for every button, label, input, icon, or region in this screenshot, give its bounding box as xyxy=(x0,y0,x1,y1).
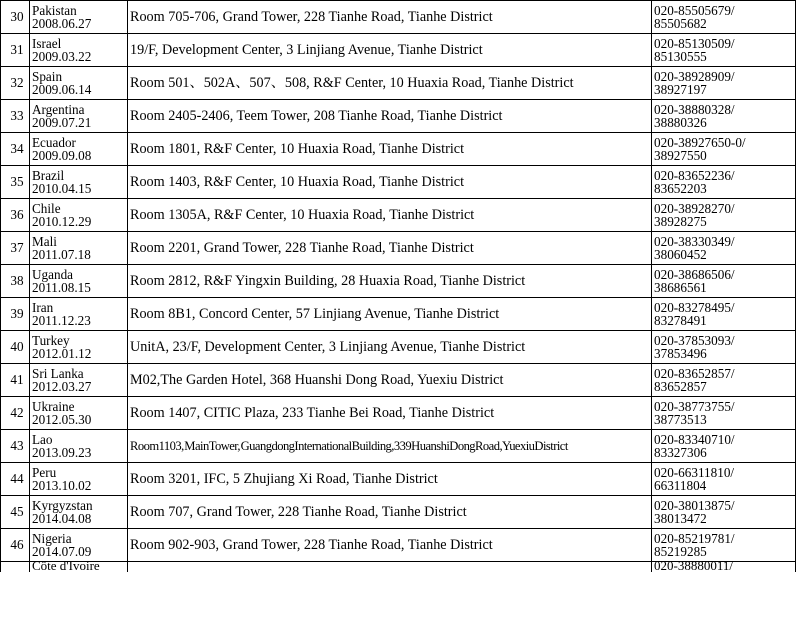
phone-secondary: 38927550 xyxy=(654,148,707,163)
table-row xyxy=(1,133,796,166)
phone-secondary: 38060452 xyxy=(654,247,707,262)
establish-date: 2014.07.09 xyxy=(32,544,92,559)
row-number: 30 xyxy=(1,1,30,34)
phone-cell xyxy=(652,1,796,34)
address-cell: Room 8B1, Concord Center, 57 Linjiang Avenue, Tianhe District xyxy=(128,298,652,331)
phone-secondary: 37853496 xyxy=(654,346,707,361)
establish-date: 2011.12.23 xyxy=(32,313,91,328)
establish-date: 2009.06.14 xyxy=(32,82,92,97)
phone-cell xyxy=(652,232,796,265)
phone-secondary: 85505682 xyxy=(654,16,707,31)
establish-date: 2012.01.12 xyxy=(32,346,92,361)
phone-primary: 020-85505679/ xyxy=(654,3,735,18)
phone-secondary: 66311804 xyxy=(654,478,707,493)
table-row xyxy=(1,529,796,562)
table-row xyxy=(1,232,796,265)
establish-date: 2010.12.29 xyxy=(32,214,92,229)
table-row xyxy=(1,166,796,199)
table-body xyxy=(1,1,796,572)
row-number: 43 xyxy=(1,430,30,463)
phone-cell xyxy=(652,166,796,199)
country-name: Ukraine xyxy=(32,399,75,414)
address-cell: Room 1305A, R&F Center, 10 Huaxia Road, Tianhe District xyxy=(128,199,652,232)
table-row xyxy=(1,430,796,463)
table-row xyxy=(1,331,796,364)
country-cell xyxy=(30,34,128,67)
table-row xyxy=(1,496,796,529)
establish-date: 2012.03.27 xyxy=(32,379,92,394)
country-cell xyxy=(30,463,128,496)
phone-primary: 020-38880328/ xyxy=(654,102,735,117)
address-cell: Room1103, MainTower, GuangdongInternationalBuilding,339HuanshiDongRoad,YuexiuDistrict xyxy=(128,430,652,463)
phone-secondary: 38928275 xyxy=(654,214,707,229)
country-cell xyxy=(30,265,128,298)
address-cell: M02,The Garden Hotel, 368 Huanshi Dong Road, Yuexiu District xyxy=(128,364,652,397)
table-row xyxy=(1,100,796,133)
table-row xyxy=(1,199,796,232)
phone-secondary: 38880326 xyxy=(654,115,707,130)
country-name: Brazil xyxy=(32,168,65,183)
row-number: 40 xyxy=(1,331,30,364)
establish-date: 2014.04.08 xyxy=(32,511,92,526)
row-number xyxy=(1,562,30,572)
address-cell: Room 1801, R&F Center, 10 Huaxia Road, Tianhe District xyxy=(128,133,652,166)
phone-secondary: 38773513 xyxy=(654,412,707,427)
phone-cell xyxy=(652,557,796,573)
phone-cell xyxy=(652,265,796,298)
row-number: 46 xyxy=(1,529,30,562)
address-cell: Room 707, Grand Tower, 228 Tianhe Road, Tianhe District xyxy=(128,496,652,529)
address-cell xyxy=(128,562,652,572)
country-name: Iran xyxy=(32,300,54,315)
table-row-partial xyxy=(1,562,796,572)
phone-cell xyxy=(652,100,796,133)
establish-date: 2009.03.22 xyxy=(32,49,92,64)
country-name: Ecuador xyxy=(32,135,76,150)
phone-cell xyxy=(652,496,796,529)
row-number: 32 xyxy=(1,67,30,100)
country-cell xyxy=(30,67,128,100)
row-number: 37 xyxy=(1,232,30,265)
establish-date: 2008.06.27 xyxy=(32,16,92,31)
country-name: Pakistan xyxy=(32,3,77,18)
establish-date: 2013.09.23 xyxy=(32,445,92,460)
row-number: 31 xyxy=(1,34,30,67)
country-name-cut-off: Côte d'Ivoire xyxy=(32,557,100,573)
address-cell: Room 501、502A、507、508, R&F Center, 10 Huaxia Road, Tianhe District xyxy=(128,67,652,100)
establish-date: 2011.08.15 xyxy=(32,280,91,295)
country-name: Turkey xyxy=(32,333,70,348)
country-name: Spain xyxy=(32,69,63,84)
country-cell xyxy=(30,199,128,232)
country-cell xyxy=(30,430,128,463)
phone-cell xyxy=(652,397,796,430)
phone-secondary: 83278491 xyxy=(654,313,707,328)
row-number: 44 xyxy=(1,463,30,496)
phone-cell xyxy=(652,298,796,331)
country-name: Peru xyxy=(32,465,57,480)
phone-cell xyxy=(652,133,796,166)
row-number: 39 xyxy=(1,298,30,331)
establish-date: 2013.10.02 xyxy=(32,478,92,493)
establish-date: 2012.05.30 xyxy=(32,412,92,427)
table-row xyxy=(1,397,796,430)
row-number: 36 xyxy=(1,199,30,232)
address-cell: UnitA, 23/F, Development Center, 3 Linjiang Avenue, Tianhe District xyxy=(128,331,652,364)
phone-primary-cut-off: 020-38880011/ xyxy=(654,557,733,573)
phone-primary: 020-38686506/ xyxy=(654,267,735,282)
phone-primary: 020-38773755/ xyxy=(654,399,735,414)
phone-secondary: 38013472 xyxy=(654,511,707,526)
phone-cell xyxy=(652,331,796,364)
phone-primary: 020-83652857/ xyxy=(654,366,735,381)
phone-primary: 020-38013875/ xyxy=(654,498,735,513)
country-cell xyxy=(30,100,128,133)
address-cell: Room 2201, Grand Tower, 228 Tianhe Road, Tianhe District xyxy=(128,232,652,265)
row-number: 42 xyxy=(1,397,30,430)
establish-date: 2010.04.15 xyxy=(32,181,92,196)
row-number: 34 xyxy=(1,133,30,166)
establish-date: 2009.07.21 xyxy=(32,115,92,130)
phone-primary: 020-38927650-0/ xyxy=(654,135,746,150)
phone-primary: 020-37853093/ xyxy=(654,333,735,348)
country-name: Kyrgyzstan xyxy=(32,498,93,513)
country-cell xyxy=(30,166,128,199)
phone-primary: 020-38928270/ xyxy=(654,201,735,216)
phone-cell xyxy=(652,529,796,562)
phone-primary: 020-38330349/ xyxy=(654,234,735,249)
country-cell xyxy=(30,496,128,529)
phone-primary: 020-83278495/ xyxy=(654,300,735,315)
phone-primary: 020-85219781/ xyxy=(654,531,735,546)
phone-cell xyxy=(652,34,796,67)
phone-primary: 020-85130509/ xyxy=(654,36,735,51)
address-cell: Room 1403, R&F Center, 10 Huaxia Road, Tianhe District xyxy=(128,166,652,199)
country-cell xyxy=(30,364,128,397)
phone-secondary: 38927197 xyxy=(654,82,707,97)
phone-secondary: 38686561 xyxy=(654,280,707,295)
address-cell: Room 2812, R&F Yingxin Building, 28 Huaxia Road, Tianhe District xyxy=(128,265,652,298)
table-row xyxy=(1,67,796,100)
country-name: Israel xyxy=(32,36,62,51)
country-cell xyxy=(30,298,128,331)
table-row xyxy=(1,364,796,397)
phone-cell xyxy=(652,67,796,100)
establish-date: 2009.09.08 xyxy=(32,148,92,163)
table-row xyxy=(1,463,796,496)
table-row xyxy=(1,34,796,67)
phone-secondary: 85130555 xyxy=(654,49,707,64)
country-name: Mali xyxy=(32,234,57,249)
table-row xyxy=(1,265,796,298)
country-name: Uganda xyxy=(32,267,74,282)
phone-secondary: 83327306 xyxy=(654,445,707,460)
phone-secondary: 83652203 xyxy=(654,181,707,196)
row-number: 33 xyxy=(1,100,30,133)
address-cell: Room 705-706, Grand Tower, 228 Tianhe Road, Tianhe District xyxy=(128,1,652,34)
country-cell xyxy=(30,397,128,430)
row-number: 41 xyxy=(1,364,30,397)
phone-cell xyxy=(652,199,796,232)
country-name: Lao xyxy=(32,432,53,447)
phone-secondary: 83652857 xyxy=(654,379,707,394)
country-cell xyxy=(30,1,128,34)
row-number: 35 xyxy=(1,166,30,199)
establish-date: 2011.07.18 xyxy=(32,247,91,262)
row-number: 45 xyxy=(1,496,30,529)
country-cell xyxy=(30,232,128,265)
country-cell xyxy=(30,331,128,364)
phone-primary: 020-38928909/ xyxy=(654,69,735,84)
country-name: Argentina xyxy=(32,102,85,117)
phone-cell xyxy=(652,430,796,463)
phone-primary: 020-66311810/ xyxy=(654,465,735,480)
address-cell: Room 3201, IFC, 5 Zhujiang Xi Road, Tianhe District xyxy=(128,463,652,496)
country-name: Nigeria xyxy=(32,531,72,546)
phone-primary: 020-83340710/ xyxy=(654,432,735,447)
phone-cell xyxy=(652,364,796,397)
table-row xyxy=(1,298,796,331)
address-cell: Room 902-903, Grand Tower, 228 Tianhe Road, Tianhe District xyxy=(128,529,652,562)
table-row xyxy=(1,1,796,34)
row-number: 38 xyxy=(1,265,30,298)
country-cell xyxy=(30,557,128,573)
country-name: Chile xyxy=(32,201,61,216)
address-cell: Room 2405-2406, Teem Tower, 208 Tianhe Road, Tianhe District xyxy=(128,100,652,133)
phone-secondary: 85219285 xyxy=(654,544,707,559)
address-cell: 19/F, Development Center, 3 Linjiang Avenue, Tianhe District xyxy=(128,34,652,67)
address-cell: Room 1407, CITIC Plaza, 233 Tianhe Bei Road, Tianhe District xyxy=(128,397,652,430)
phone-cell xyxy=(652,463,796,496)
country-name: Sri Lanka xyxy=(32,366,84,381)
country-cell xyxy=(30,133,128,166)
country-cell xyxy=(30,529,128,562)
phone-primary: 020-83652236/ xyxy=(654,168,735,183)
